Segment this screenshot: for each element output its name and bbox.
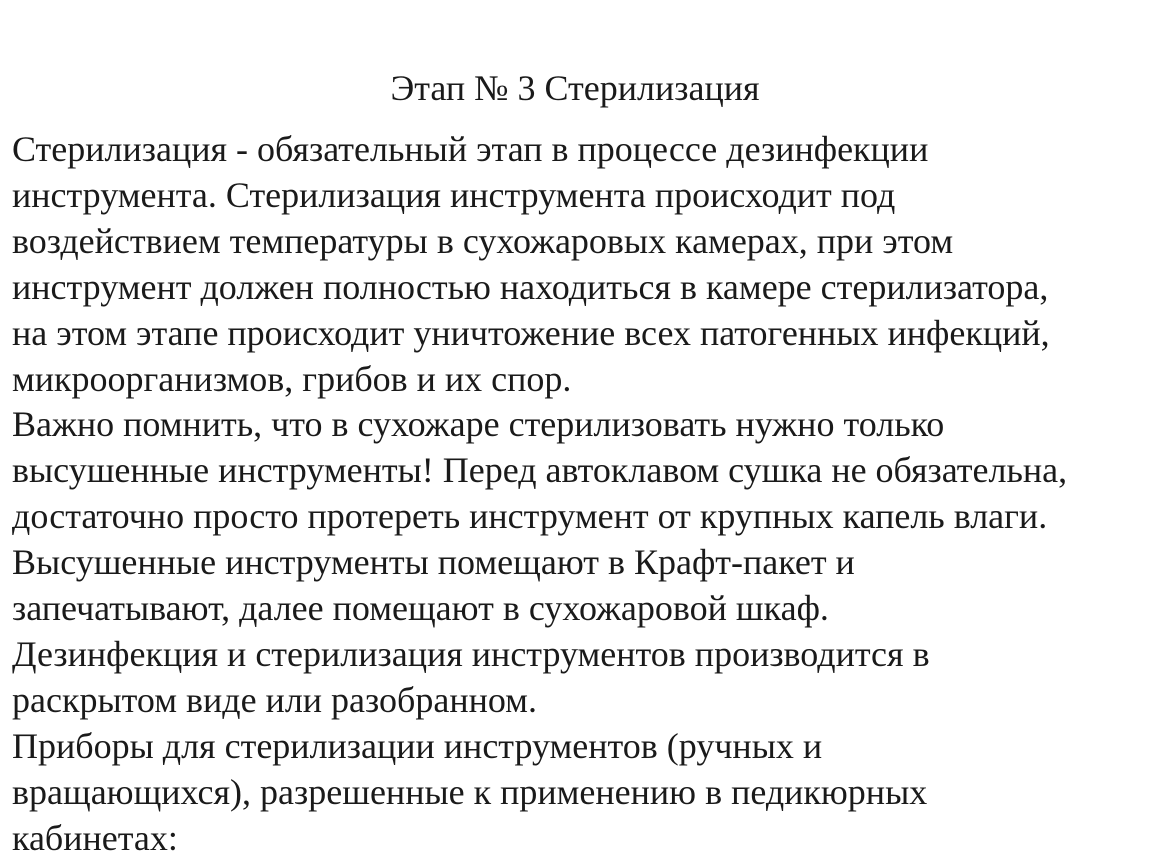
slide-title: Этап № 3 Стерилизация [390, 68, 760, 108]
text-line: микроорганизмов, грибов и их спор. [12, 358, 572, 399]
text-line: запечатывают, далее помещают в сухожаровой шкаф. [12, 588, 829, 629]
text-line: вращающихся), разрешенные к применению в педикюрных [12, 771, 928, 812]
text-line: кабинетах: [12, 817, 178, 858]
text-line: Приборы для стерилизации инструментов (ручных и [12, 725, 823, 766]
text-line: высушенные инструменты! Перед автоклавом сушка не обязательна, [12, 450, 1068, 491]
text-line: Высушенные инструменты помещают в Крафт-пакет и [12, 542, 855, 583]
text-line: Важно помнить, что в сухожаре стерилизовать нужно только [12, 404, 945, 445]
text-line: Дезинфекция и стерилизация инструментов производится в [12, 633, 930, 674]
text-line: на этом этапе происходит уничтожение всех патогенных инфекций, [12, 312, 1050, 353]
text-line: инструмент должен полностью находиться в камере стерилизатора, [12, 266, 1049, 307]
text-line: воздействием температуры в сухожаровых камерах, при этом [12, 220, 954, 261]
body-text [12, 127, 1148, 862]
text-line: раскрытом виде или разобранном. [12, 679, 537, 720]
text-line: Стерилизация - обязательный этап в процессе дезинфекции [12, 129, 929, 169]
text-line: инструмента. Стерилизация инструмента происходит под [12, 174, 896, 215]
text-line: достаточно просто протереть инструмент от крупных капель влаги. [12, 496, 1048, 537]
